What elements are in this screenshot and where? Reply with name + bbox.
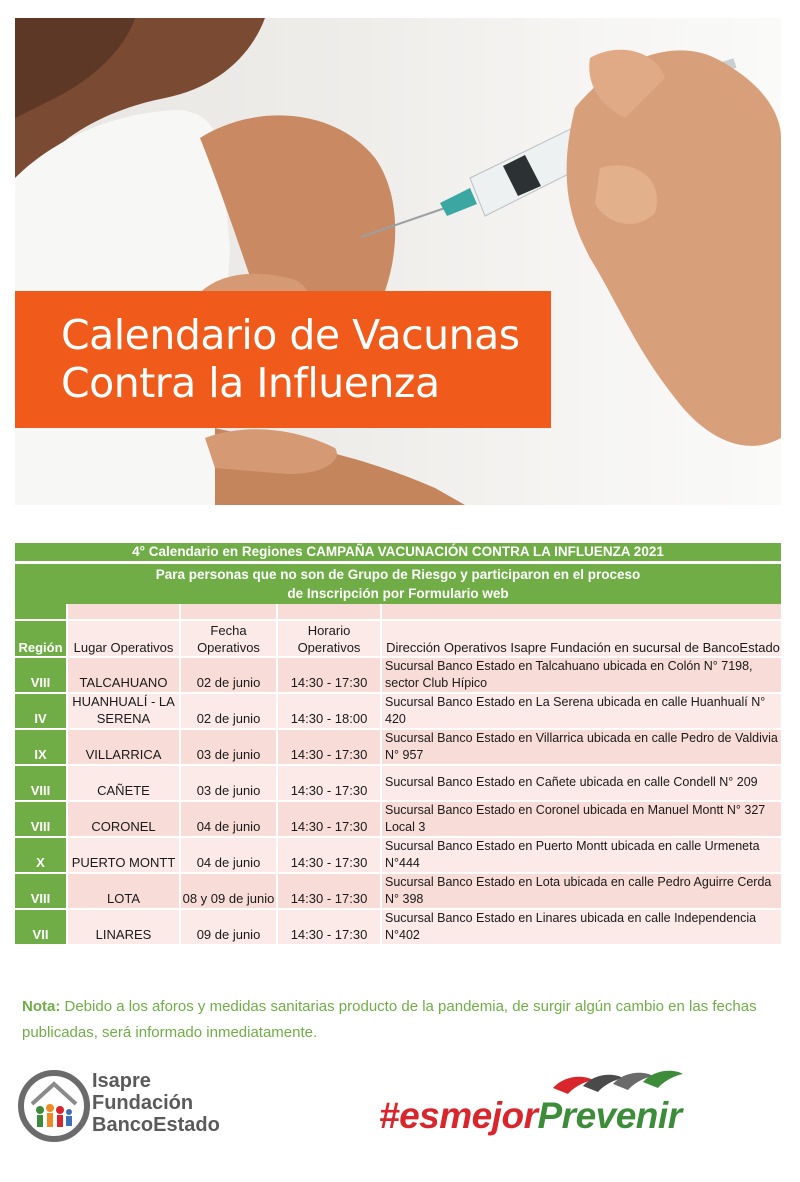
cell-lugar: CORONEL — [68, 802, 181, 838]
cell-region: VIII — [15, 658, 68, 694]
table-row — [15, 694, 781, 730]
cell-region: VIII — [15, 874, 68, 910]
table-subtitle-line-2: de Inscripción por Formulario web — [287, 586, 509, 601]
table-row — [15, 802, 781, 838]
cell-fecha: 02 de junio — [181, 694, 278, 730]
cell-direccion: Sucursal Banco Estado en Coronel ubicada en Manuel Montt N° 327 Local 3 — [382, 802, 781, 838]
hashtag-esmejorprevenir — [379, 1095, 682, 1137]
cell-horario: 14:30 - 17:30 — [278, 802, 382, 838]
header-horario: Horario Operativos — [278, 621, 382, 658]
footnote-label: Nota: — [22, 998, 61, 1015]
table-row — [15, 910, 781, 946]
cell-region: VIII — [15, 766, 68, 802]
table-subtitle-line-1: Para personas que no son de Grupo de Riesgo y participaron en el proceso — [155, 567, 641, 582]
table-subtitle — [15, 564, 781, 604]
logo-line-1: Isapre — [92, 1070, 151, 1092]
cell-lugar: TALCAHUANO — [68, 658, 181, 694]
cell-horario: 14:30 - 17:30 — [278, 874, 382, 910]
cell-fecha: 03 de junio — [181, 730, 278, 766]
cell-lugar: PUERTO MONTT — [68, 838, 181, 874]
header-direccion: Dirección Operativos Isapre Fundación en sucursal de BancoEstado — [382, 621, 781, 658]
title-banner — [15, 291, 551, 428]
cell-direccion: Sucursal Banco Estado en La Serena ubicada en calle Huanhualí N° 420 — [382, 694, 781, 730]
cell-fecha: 08 y 09 de junio — [181, 874, 278, 910]
logo-line-2: Fundación — [92, 1092, 194, 1114]
table-row — [15, 730, 781, 766]
title-line-2: Contra la Influenza — [61, 359, 440, 407]
cell-lugar: LINARES — [68, 910, 181, 946]
cell-region: VIII — [15, 802, 68, 838]
cell-direccion: Sucursal Banco Estado en Lota ubicada en calle Pedro Aguirre Cerda N° 398 — [382, 874, 781, 910]
cell-fecha: 09 de junio — [181, 910, 278, 946]
cell-fecha: 03 de junio — [181, 766, 278, 802]
hero-image — [15, 18, 781, 505]
cell-direccion: Sucursal Banco Estado en Cañete ubicada en calle Condell N° 209 — [382, 766, 781, 802]
header-region: Región — [15, 621, 68, 658]
cell-direccion: Sucursal Banco Estado en Talcahuano ubicada en Colón N° 7198, sector Club Hípico — [382, 658, 781, 694]
title-line-1: Calendario de Vacunas — [61, 311, 520, 359]
header-fecha: Fecha Operativos — [181, 621, 278, 658]
hashtag-green-part: Prevenir — [537, 1095, 682, 1136]
cell-lugar: CAÑETE — [68, 766, 181, 802]
table-row — [15, 838, 781, 874]
cell-horario: 14:30 - 17:30 — [278, 910, 382, 946]
isapre-fundacion-logo-text — [92, 1070, 220, 1136]
cell-horario: 14:30 - 18:00 — [278, 694, 382, 730]
cell-region: IX — [15, 730, 68, 766]
table-row — [15, 874, 781, 910]
cell-fecha: 04 de junio — [181, 838, 278, 874]
table-body — [15, 658, 781, 946]
cell-horario: 14:30 - 17:30 — [278, 658, 382, 694]
cell-direccion: Sucursal Banco Estado en Linares ubicada en calle Independencia N°402 — [382, 910, 781, 946]
cell-direccion: Sucursal Banco Estado en Puerto Montt ubicada en calle Urmeneta N°444 — [382, 838, 781, 874]
logo-line-3: BancoEstado — [92, 1114, 220, 1136]
header-lugar: Lugar Operativos — [68, 621, 181, 658]
cell-fecha: 04 de junio — [181, 802, 278, 838]
vaccination-illustration — [15, 18, 781, 505]
table-row — [15, 766, 781, 802]
cell-region: VII — [15, 910, 68, 946]
cell-lugar: VILLARRICA — [68, 730, 181, 766]
cell-horario: 14:30 - 17:30 — [278, 730, 382, 766]
table-row — [15, 658, 781, 694]
table-spacer-row — [15, 604, 781, 621]
cell-horario: 14:30 - 17:30 — [278, 766, 382, 802]
footnote-text: Debido a los aforos y medidas sanitarias producto de la pandemia, de surgir algún cambio en las fechas publicadas, será informado inmediatamente. — [22, 998, 757, 1041]
hashtag-red-part: #esmejor — [379, 1095, 538, 1136]
cell-region: IV — [15, 694, 68, 730]
table-title: 4° Calendario en Regiones CAMPAÑA VACUNACIÓN CONTRA LA INFLUENZA 2021 — [15, 543, 781, 561]
footnote — [22, 994, 782, 1046]
cell-lugar: LOTA — [68, 874, 181, 910]
cell-direccion: Sucursal Banco Estado en Villarrica ubicada en calle Pedro de Valdivia N° 957 — [382, 730, 781, 766]
table-header-row — [15, 621, 781, 658]
cell-lugar: HUANHUALÍ - LA SERENA — [68, 694, 181, 730]
cell-horario: 14:30 - 17:30 — [278, 838, 382, 874]
cell-region: X — [15, 838, 68, 874]
schedule-table — [15, 543, 781, 946]
cell-fecha: 02 de junio — [181, 658, 278, 694]
